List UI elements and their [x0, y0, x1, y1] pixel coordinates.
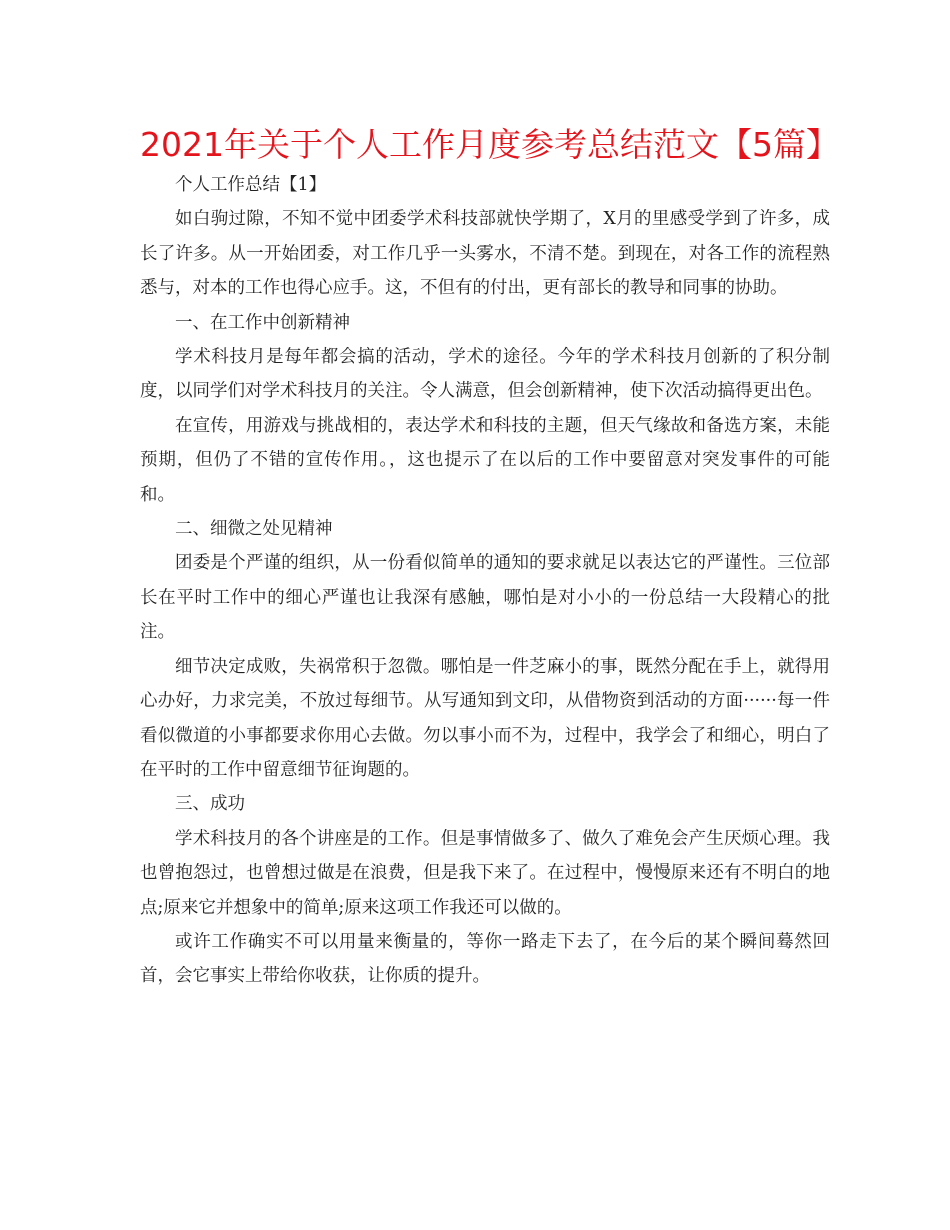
- paragraph-innovation-1: 学术科技月是每年都会搞的活动，学术的途径。今年的学术科技月创新的了积分制度，以同学们对学术科技月的关注。令人满意，但会创新精神，使下次活动搞得更出色。: [140, 347, 830, 402]
- section-heading-details: 二、细微之处见精神: [175, 519, 333, 540]
- section-heading-innovation: 一、在工作中创新精神: [175, 312, 350, 333]
- paragraph-details-2: 细节决定成败，失祸常积于忽微。哪怕是一件芝麻小的事，既然分配在手上，就得用心办好，力求完美，不放过每细节。从写通知到文印，从借物资到活动的方面······每一件看似微道的小事都要求你用心去做。勿以事小而不为，过程中，我学会了和细心，明白了在平时的工作中留意细节征询题的。: [140, 656, 830, 780]
- paragraph-innovation-2: 在宣传，用游戏与挑战相的，表达学术和科技的主题，但天气缘故和备选方案，未能预期，但仍了不错的宣传作用。，这也提示了在以后的工作中要留意对突发事件的可能和。: [140, 415, 830, 505]
- paragraph-success-2: 或许工作确实不可以用量来衡量的，等你一路走下去了，在今后的某个瞬间蓦然回首，会它事实上带给你收获，让你质的提升。: [140, 931, 830, 987]
- paragraph-details-1: 团委是个严谨的组织，从一份看似简单的通知的要求就足以表达它的严谨性。三位部长在平时工作中的细心严谨也让我深有感触，哪怕是对小小的一份总结一大段精心的批注。: [140, 553, 830, 643]
- document-title: 2021年关于个人工作月度参考总结范文【5篇】: [140, 125, 839, 164]
- section-heading-success: 三、成功: [175, 794, 245, 815]
- paragraph-success-1: 学术科技月的各个讲座是的工作。但是事情做多了、做久了难免会产生厌烦心理。我也曾抱怨过，也曾想过做是在浪费，但是我下来了。在过程中，慢慢原来还有不明白的地点;原来它并想象中的简单;原来这项工作我还可以做的。: [140, 828, 830, 918]
- document-body: [140, 168, 830, 994]
- section-heading-summary-1: 个人工作总结【1】: [175, 175, 327, 195]
- paragraph-intro: 如白驹过隙，不知不觉中团委学术科技部就快学期了，X月的里感受学到了许多，成长了许多。从一开始团委，对工作几乎一头雾水，不清不楚。到现在，对各工作的流程熟悉与，对本的工作也得心应手。这，不但有的付出，更有部长的教导和同事的协助。: [140, 209, 830, 299]
